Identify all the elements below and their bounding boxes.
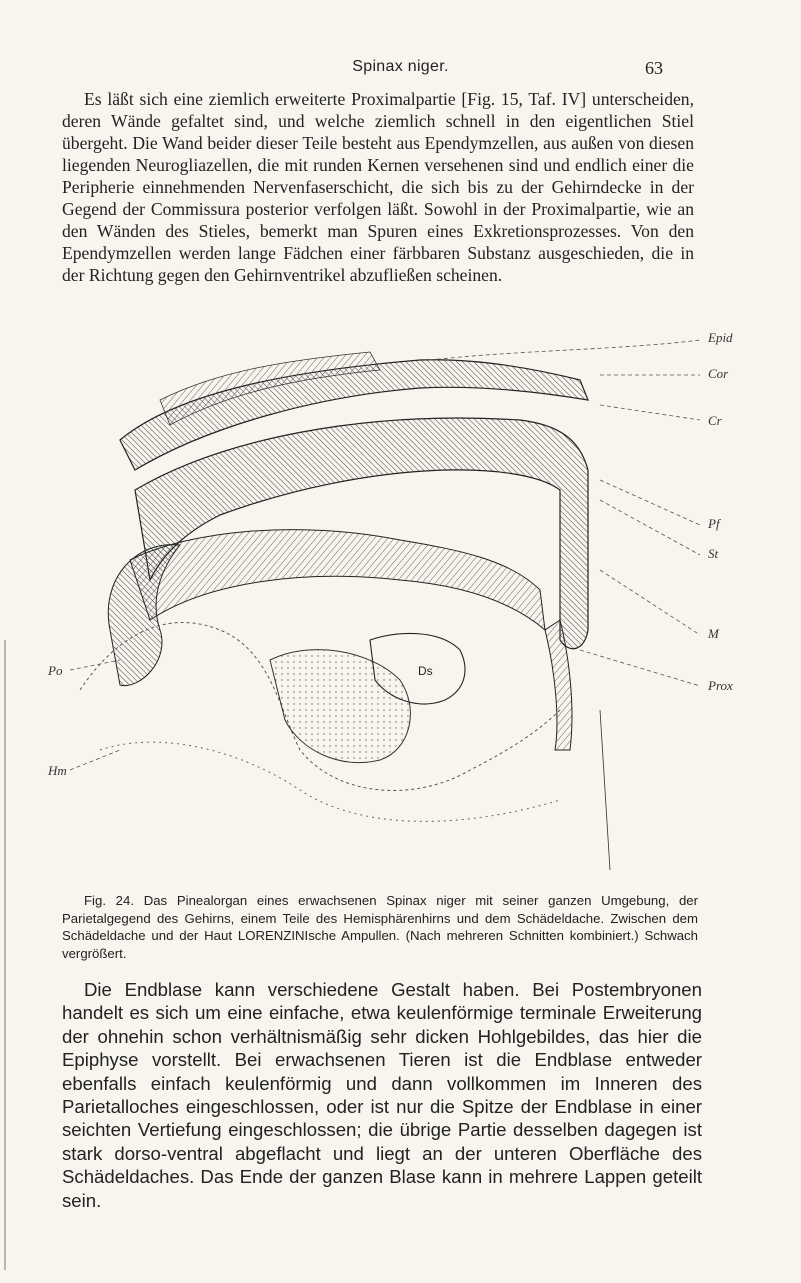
label-st: St <box>708 546 719 561</box>
label-po: Po <box>48 663 63 678</box>
ventricle <box>270 650 410 763</box>
label-hm: Hm <box>48 763 67 778</box>
page-edge-rule <box>4 640 6 1270</box>
page-number: 63 <box>645 58 663 78</box>
label-cr: Cr <box>708 413 722 428</box>
running-head <box>0 58 801 82</box>
label-prox: Prox <box>708 678 733 693</box>
label-cor: Cor <box>708 366 729 381</box>
figure-pineal-organ <box>40 330 760 882</box>
label-ds: Ds <box>418 664 433 678</box>
body-paragraph-2: Die Endblase kann verschiedene Gestalt haben. Bei Postembryonen handelt es sich um eine einfache, etwa keulenförmige terminale Erweiterung der ohnehin schon verhältnismäßig sehr dicken Hohlgebildes, das hier die Epiphyse vorstellt. Bei erwachsenen Tieren ist die Endblase entweder ebenfalls einfach keulenförmig und dann vollkommen im Inneren des Parietalloches eingeschlossen, oder ist nur die Spitze der Endblase in einer seichten Vertiefung eingeschlossen; die übrige Partie desselben dagegen ist stark dorso-ventral abgeflacht und liegt an der unteren Oberfläche des Schädeldaches. Das Ende der ganzen Blase kann in mehrere Lappen geteilt sein. <box>62 979 702 1211</box>
body-paragraph-1: Es läßt sich eine ziemlich erweiterte Proximalpartie [Fig. 15, Taf. IV] unterscheiden, deren Wände gefaltet sind, und welche ziemlich schnell in den eigentlichen Stiel übergeht. Die Wand beider dieser Teile besteht aus Ependymzellen, aus außen von diesen liegenden Neurogliazellen, die mit runden Kernen versehenen sind und endlich einer die Peripherie einnehmenden Nervenfaserschicht, die sich bis zu der Gehirndecke in der Gegend der Commissura posterior verfolgen läßt. Sowohl in der Proximalpartie, wie an den Wänden des Stieles, bemerkt man Spuren eines Exkretionsprozesses. Von den Ependymzellen werden lange Fädchen einer färbbaren Substanz ausgeschieden, die in der Richtung gegen den Gehirnventrikel abzufließen scheinen. <box>62 89 694 285</box>
caption-text: Das Pinealorgan eines erwachsenen Spinax niger mit seiner ganzen Umgebung, der Parietalgegend des Gehirns, einem Teile des Hemisphärenhirns und dem Schädeldache. Zwischen dem Schädeldache und der Haut LORENZINIsche Ampullen. (Nach mehreren Schnitten kombiniert.) Schwach vergrößert. <box>62 893 699 961</box>
caption-fig-label: Fig. 24. <box>84 893 135 908</box>
label-epid: Epid <box>708 330 733 345</box>
label-pf: Pf <box>708 516 720 531</box>
running-title: Spinax niger. <box>352 58 449 75</box>
epiphysis-stalk <box>130 530 545 630</box>
label-m: M <box>708 626 719 641</box>
figure-caption <box>62 892 698 962</box>
anatomical-drawing <box>40 330 760 882</box>
